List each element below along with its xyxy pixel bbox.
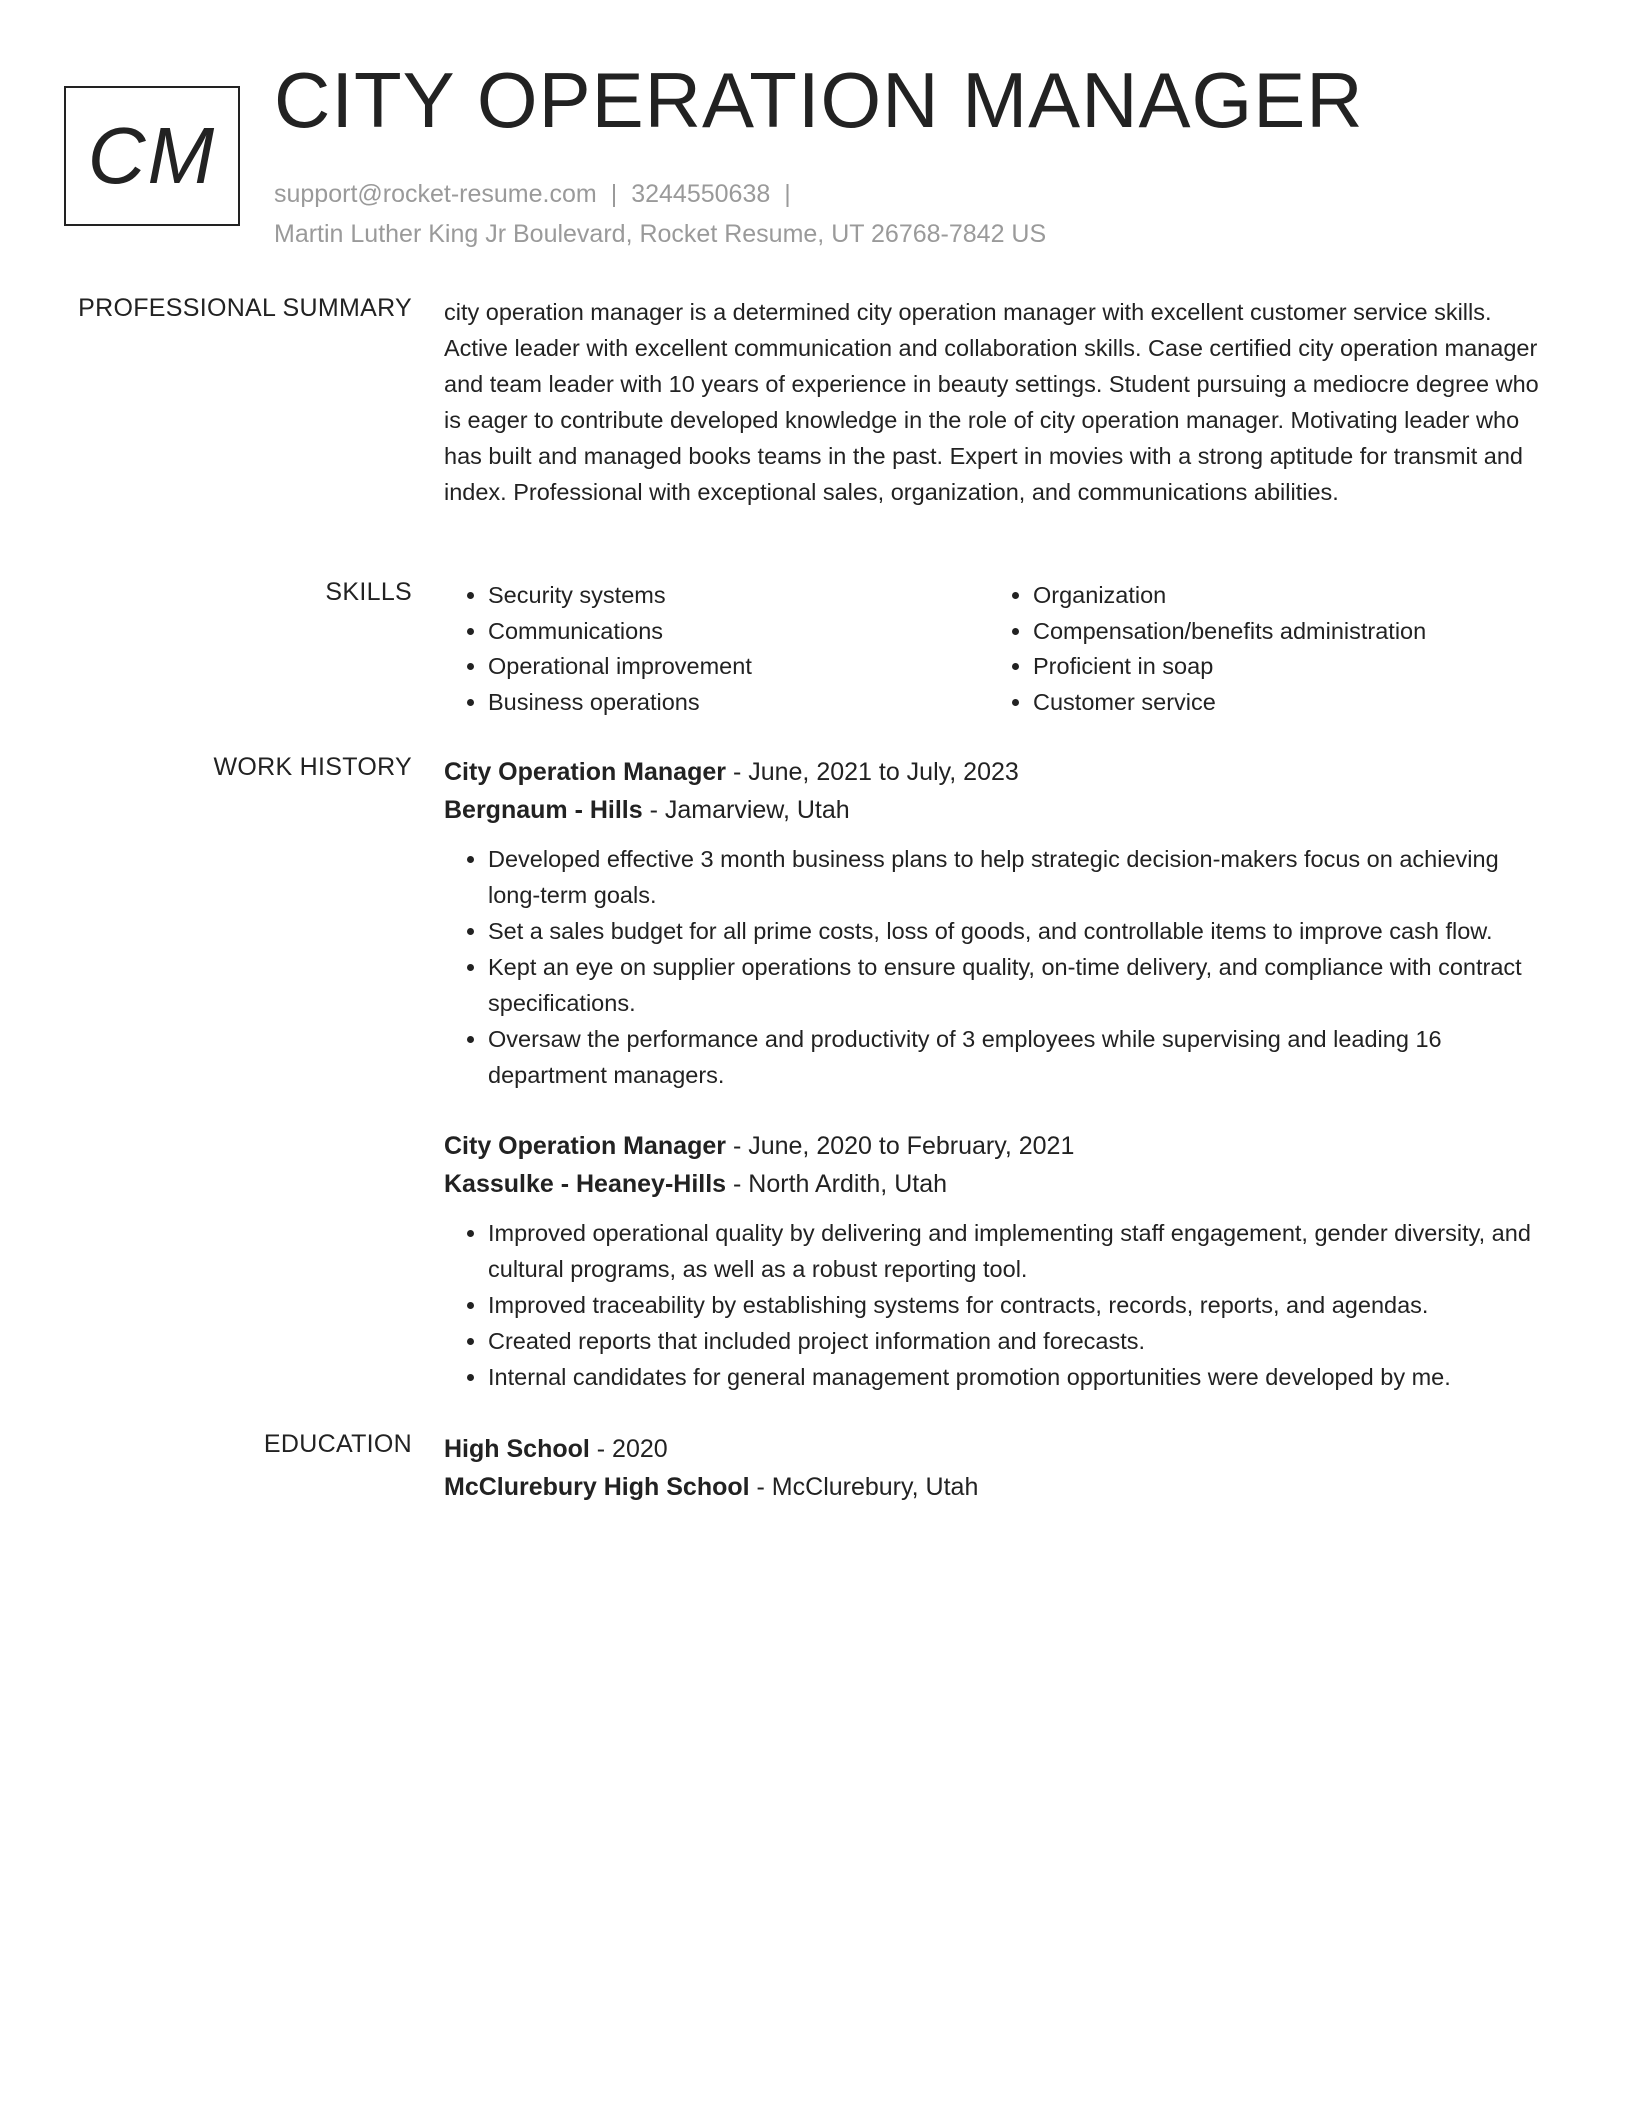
section-label-skills: SKILLS [325, 578, 412, 606]
section-label-education: EDUCATION [263, 1430, 412, 1458]
job-bullets [444, 1215, 1556, 1395]
job-title-line [444, 753, 1556, 791]
contact-info [274, 174, 1046, 254]
job-location: - North Ardith, Utah [726, 1170, 948, 1198]
address: Martin Luther King Jr Boulevard, Rocket Resume, UT 26768-7842 US [274, 220, 1047, 248]
section-label-summary: PROFESSIONAL SUMMARY [78, 294, 412, 322]
job-bullet: • Developed effective 3 month business plans to help strategic decision-makers focus on achieving long-term goals. [488, 841, 1556, 913]
job-bullets [444, 841, 1556, 1093]
job-bullet: • Improved traceability by establishing systems for contracts, records, reports, and agendas. [488, 1287, 1556, 1323]
education-school-line [444, 1468, 1556, 1506]
job-bullet: • Set a sales budget for all prime costs, loss of goods, and controllable items to improve cash flow. [488, 913, 1556, 949]
skill-item: • Business operations [488, 685, 989, 721]
skill-item: • Organization [1033, 578, 1534, 614]
job-bullet: • Improved operational quality by delivering and implementing staff engagement, gender diversity, and cultural programs, as well as a robust reporting tool. [488, 1215, 1556, 1287]
skill-item: • Security systems [488, 578, 989, 614]
skill-item: • Compensation/benefits administration [1033, 614, 1534, 650]
job-title: City Operation Manager [444, 1132, 726, 1160]
job-dates: - June, 2020 to February, 2021 [726, 1132, 1075, 1160]
section-label-work-history: WORK HISTORY [213, 753, 412, 781]
skill-item: • Proficient in soap [1033, 649, 1534, 685]
contact-separator: | [784, 180, 791, 208]
education-year: - 2020 [589, 1435, 668, 1463]
candidate-name: CITY OPERATION MANAGER [274, 56, 1364, 144]
education-body [444, 1430, 1556, 1506]
job-title: City Operation Manager [444, 758, 726, 786]
skills-body [444, 578, 1556, 720]
job-location: - Jamarview, Utah [642, 796, 850, 824]
monogram-initials: CM [87, 111, 217, 200]
monogram-logo [64, 86, 240, 226]
summary-body [444, 294, 1556, 510]
job-company-line [444, 791, 1556, 829]
education-degree-line [444, 1430, 1556, 1468]
skills-column-left [444, 578, 989, 720]
job-bullet: • Oversaw the performance and productivity of 3 employees while supervising and leading 16 department managers. [488, 1021, 1556, 1093]
skill-item: • Operational improvement [488, 649, 989, 685]
education-degree: High School [444, 1435, 590, 1463]
email: support@rocket-resume.com [274, 180, 597, 208]
skill-item: • Customer service [1033, 685, 1534, 721]
job-company: Kassulke - Heaney-Hills [444, 1170, 727, 1198]
education-location: - McClurebury, Utah [749, 1473, 979, 1501]
job-dates: - June, 2021 to July, 2023 [726, 758, 1019, 786]
job-company: Bergnaum - Hills [444, 796, 643, 824]
contact-line-1 [274, 174, 1046, 214]
job-company-line [444, 1165, 1556, 1203]
job-bullet: • Created reports that included project information and forecasts. [488, 1323, 1556, 1359]
job-entry [444, 1127, 1556, 1395]
phone: 3244550638 [631, 180, 771, 208]
job-bullet: • Internal candidates for general management promotion opportunities were developed by me. [488, 1359, 1556, 1395]
education-school: McClurebury High School [444, 1473, 750, 1501]
job-entry [444, 753, 1556, 1093]
skills-grid [444, 578, 1556, 720]
summary-text: city operation manager is a determined city operation manager with excellent customer service skills. Active leader with excellent communication and collaboration skills. Case certified city operation manager and team leader with 10 years of experience in beauty settings. Student pursuing a mediocre degree who is eager to contribute developed knowledge in the role of city operation manager. Motivating leader who has built and managed books teams in the past. Expert in movies with a strong aptitude for transmit and index. Professional with exceptional sales, organization, and communications abilities. [444, 299, 1539, 505]
work-history-body [444, 753, 1556, 1395]
skills-column-right [989, 578, 1534, 720]
job-bullet: • Kept an eye on supplier operations to ensure quality, on-time delivery, and compliance with contract specifications. [488, 949, 1556, 1021]
contact-separator: | [610, 180, 618, 208]
job-title-line [444, 1127, 1556, 1165]
skill-item: • Communications [488, 614, 989, 650]
